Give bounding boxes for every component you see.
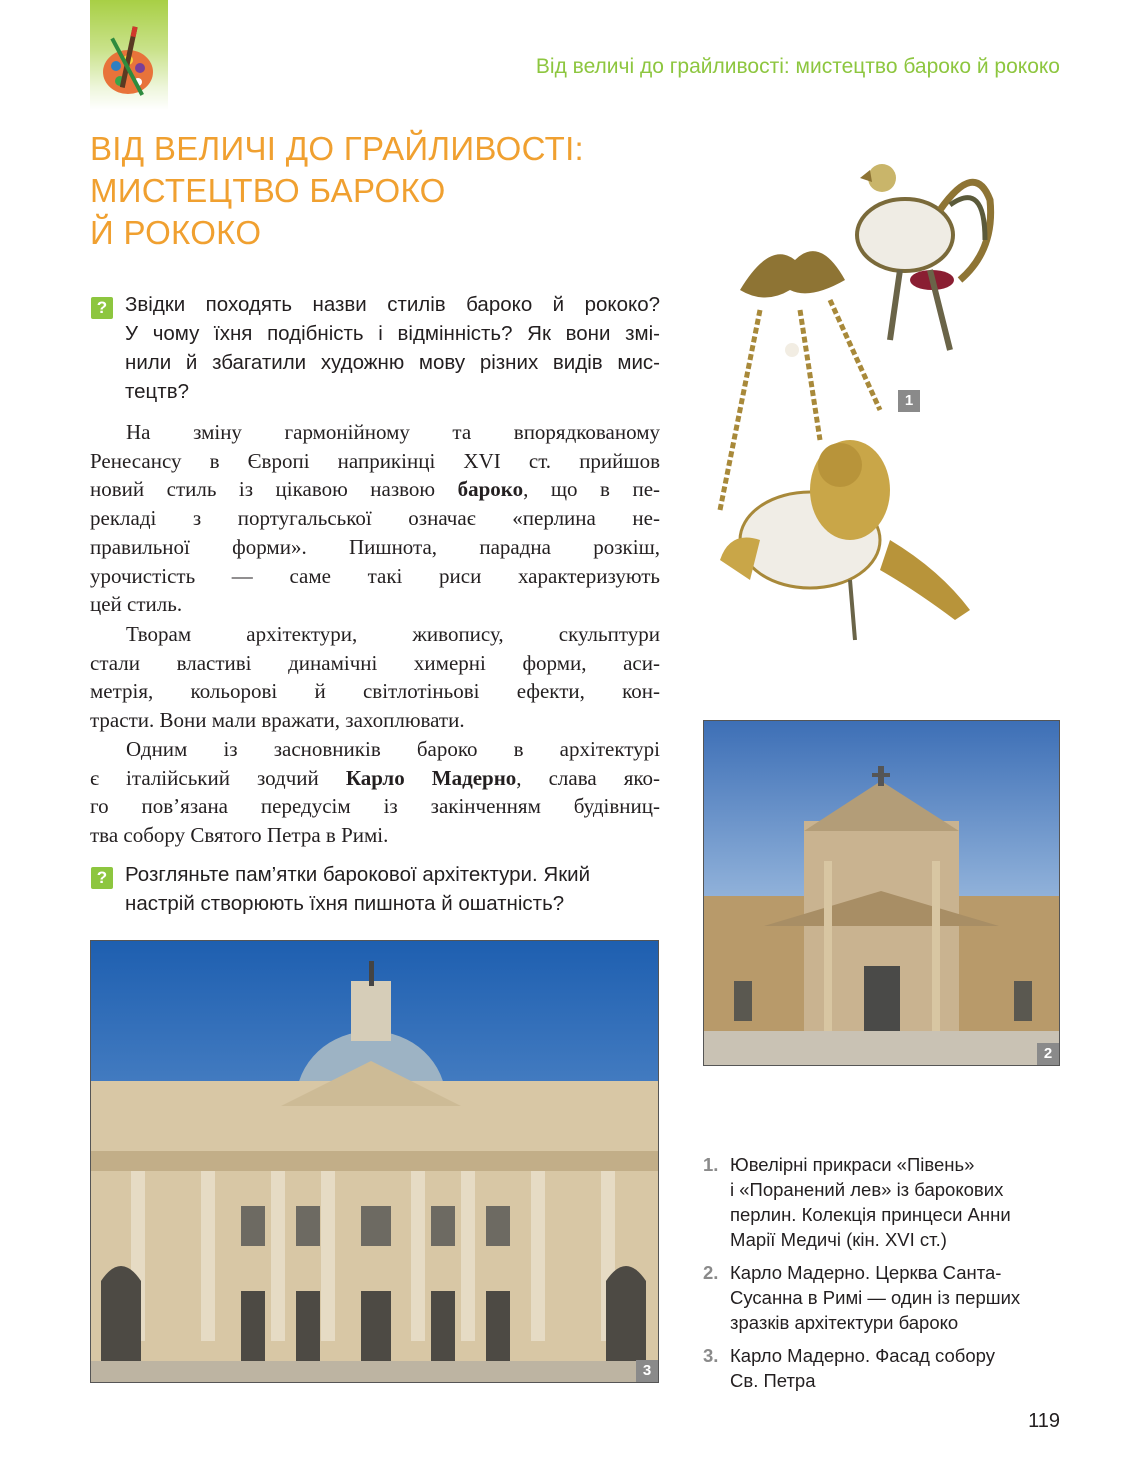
question-line: У чому їхня подібність і відмінність? Як вони змі- [125,322,660,345]
question-line: Звідки походять назви стилів бароко й рококо? [125,293,660,316]
question-line: настрій створюють їхня пишнота й ошатність? [125,892,565,915]
question-line: нили й збагатили художню мову різних видів мис- [125,351,660,374]
caption-item [703,1152,1063,1252]
question-mark-icon: ? [91,867,113,889]
text-line: новий стиль із цікавою назвою бароко, що в пе- [90,477,661,502]
architect-name: Карло Мадерно [345,765,517,790]
text-line: го пов’язана передусім із закінченням будівниц- [90,794,660,819]
figure-captions [703,1152,1063,1401]
caption-item [703,1260,1063,1335]
running-header-title: Від величі до грайливості: мистецтво бароко й рококо [535,55,1060,78]
page-title [90,128,650,254]
section-logo-tab [90,0,168,110]
text-line: правильної форми». Пишнота, парадна розкіш, [90,534,660,559]
text-line: цей стиль. [90,592,183,617]
term-baroque: бароко [457,477,524,502]
caption-line: Сусанна в Римі — один із перших [730,1287,1021,1308]
title-line: МИСТЕЦТВО БАРОКО [90,172,446,209]
caption-line: зразків архітектури бароко [730,1312,959,1333]
caption-line: Марії Медичі (кін. XVI ст.) [730,1229,947,1250]
text-line: На зміну гармонійному та впорядкованому [126,420,660,444]
caption-number: 3. [703,1345,719,1366]
question-line: тецтв? [125,380,189,403]
figure-2-church-photo [703,720,1060,1066]
caption-number: 1. [703,1154,719,1175]
text-line: Ренесансу в Європі наприкінці XVI ст. прийшов [90,448,660,473]
question-mark-icon: ? [91,297,113,319]
caption-item [703,1343,1063,1393]
text-line: Творам архітектури, живопису, скульптури [126,622,660,646]
figure-badge-1: 1 [898,390,920,412]
text-line: трасти. Вони мали вражати, захоплювати. [90,708,465,733]
question-block-2 [125,860,660,918]
paragraph-1 [90,418,660,619]
page-number: 119 [1028,1410,1060,1432]
text-line: метрія, кольорові й світлотіньові ефекти, кон- [90,679,660,704]
palette-brush-icon [98,24,160,102]
figure-1-jewelry-image [700,140,1000,660]
figure-3-st-peters-photo [90,940,659,1383]
text-line: стали властиві динамічні химерні форми, аси- [90,650,660,675]
caption-line: і «Поранений лев» із барокових [730,1179,1004,1200]
caption-line: Св. Петра [730,1370,816,1391]
question-line: Розгляньте пам’ятки барокової архітектури. Який [125,863,591,886]
text-line: рекладі з португальської означає «перлина не- [90,506,660,531]
text-line: урочистість — саме такі риси характеризують [90,563,660,588]
figure-badge-3: 3 [636,1360,658,1382]
paragraph-3 [90,735,660,850]
title-line: ВІД ВЕЛИЧІ ДО ГРАЙЛИВОСТІ: [90,130,585,167]
caption-line: Карло Мадерно. Фасад собору [730,1345,996,1366]
figure-badge-2: 2 [1037,1043,1059,1065]
question-block-1 [125,290,660,406]
title-line: Й РОКОКО [90,214,262,251]
caption-number: 2. [703,1262,719,1283]
text-line: тва собору Святого Петра в Римі. [90,823,389,848]
paragraph-2 [90,620,660,735]
caption-line: перлин. Колекція принцеси Анни [730,1204,1011,1225]
caption-line: Ювелірні прикраси «Півень» [730,1154,975,1175]
text-line: Одним із засновників бароко в архітектурі [126,737,660,761]
text-line: є італійський зодчий Карло Мадерно, слава яко- [90,765,660,790]
caption-line: Карло Мадерно. Церква Санта- [730,1262,1002,1283]
